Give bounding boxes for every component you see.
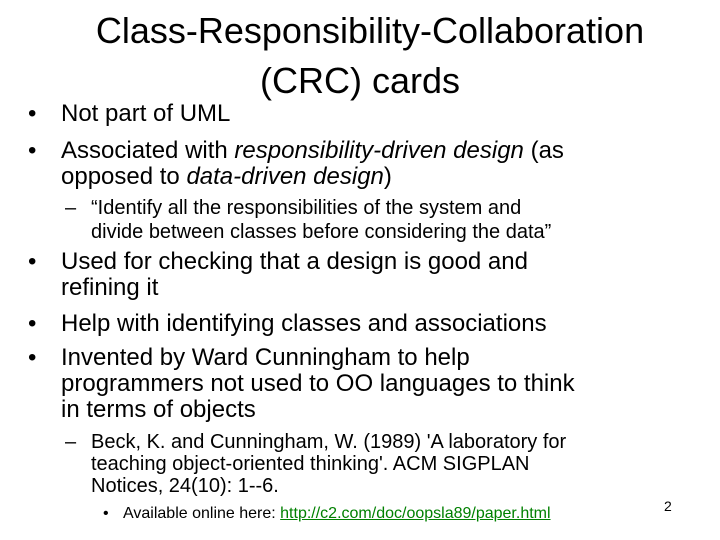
text-segment: (as	[523, 137, 564, 164]
bullet-text-line-1: Used for checking that a design is good and	[61, 248, 528, 275]
bullet-text-line-2: programmers not used to OO languages to think	[61, 370, 575, 397]
online-text	[123, 504, 551, 524]
slide-number: 2	[664, 498, 672, 514]
bullet-marker: •	[28, 100, 37, 127]
bullet-marker: •	[103, 505, 109, 522]
text-segment: )	[383, 163, 392, 190]
dash-marker: –	[65, 431, 77, 453]
slide-title	[0, 6, 720, 106]
bullet-text-line-2	[61, 164, 392, 190]
bullet-text: Not part of UML	[61, 100, 231, 127]
paper-link[interactable]: http://c2.com/doc/oopsla89/paper.html	[280, 505, 551, 522]
bullet-text-line-3: in terms of objects	[61, 396, 256, 423]
bullet-marker: •	[28, 344, 37, 371]
quote-line-2: divide between classes before considering the data”	[91, 221, 552, 243]
text-segment: Available online here:	[123, 505, 281, 522]
italic-term: data-driven design	[186, 163, 384, 190]
reference-line-2: teaching object-oriented thinking'. ACM SIGPLAN	[91, 453, 530, 475]
bullet-marker: •	[28, 310, 37, 337]
title-line-1: Class-Responsibility-Collaboration	[95, 10, 645, 51]
quote-line-1: “Identify all the responsibilities of the system and	[91, 197, 522, 219]
bullet-text-line-1: Invented by Ward Cunningham to help	[61, 344, 470, 371]
italic-term: responsibility-driven design	[234, 137, 524, 164]
bullet-marker: •	[28, 248, 37, 275]
dash-marker: –	[65, 197, 77, 219]
reference-line-3: Notices, 24(10): 1--6.	[91, 475, 279, 497]
bullet-text-line-2: refining it	[61, 274, 159, 301]
bullet-text: Help with identifying classes and associations	[61, 310, 547, 337]
bullet-marker: •	[28, 137, 37, 164]
title-line-2: (CRC) cards	[259, 60, 460, 101]
reference-line-1: Beck, K. and Cunningham, W. (1989) 'A laboratory for	[91, 431, 567, 453]
text-segment: opposed to	[61, 163, 187, 190]
text-segment: Associated with	[61, 137, 235, 164]
bullet-text-line-1	[61, 138, 564, 164]
